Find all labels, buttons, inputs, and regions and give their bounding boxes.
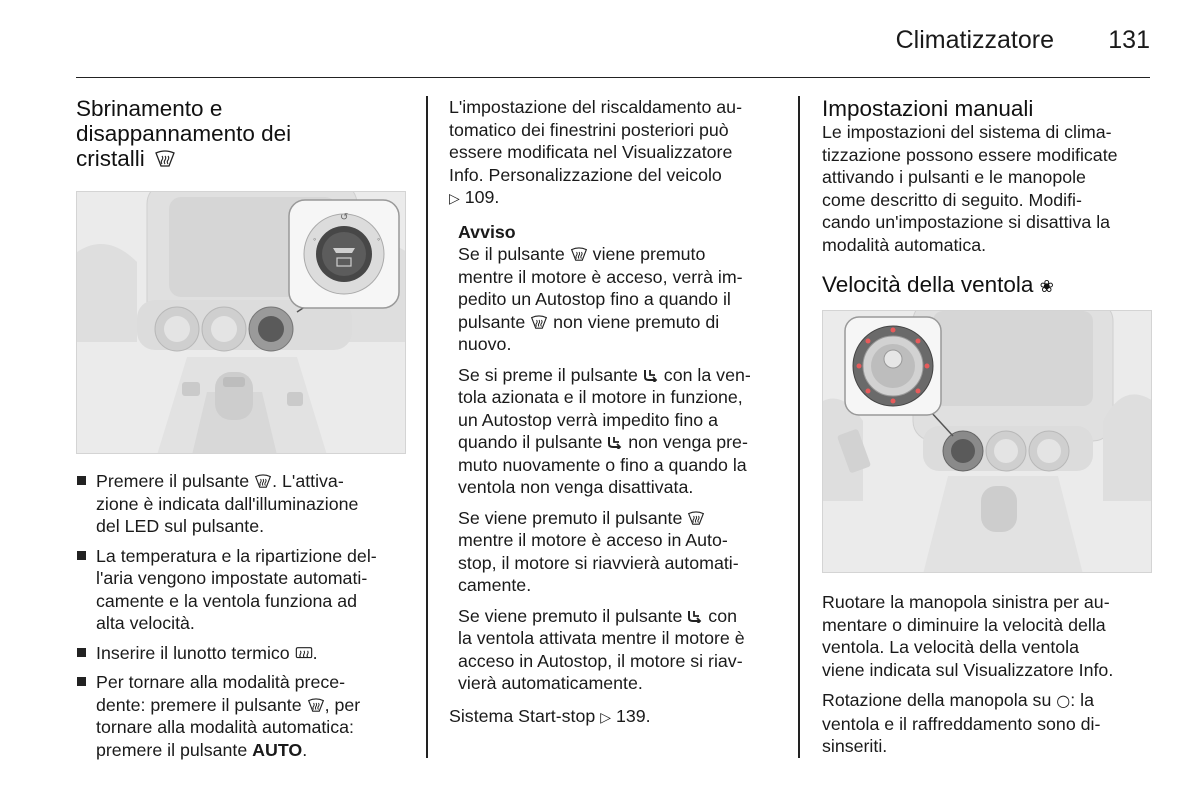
defrost-icon — [570, 247, 588, 262]
recirculation-icon — [687, 609, 703, 623]
defrost-icon — [254, 474, 272, 489]
list-item: Inserire il lunotto termico . — [76, 642, 406, 665]
auto-label: AUTO — [252, 739, 303, 760]
notice-paragraph: Se viene premuto il pulsante con la ventola attivata mentre il motore è acceso in Autostop, il motore si riav- vierà automaticamente. — [458, 605, 745, 693]
column-manual-settings — [822, 96, 1152, 758]
cross-reference: Sistema Start-stop ▷ 139. — [449, 705, 651, 726]
column-divider — [426, 96, 428, 758]
fan-off-paragraph: Rotazione della manopola su ○: la ventola e il raffreddamento sono di- sinseriti. — [822, 690, 1101, 756]
figure-climate-panel-defrost — [76, 191, 406, 454]
list-item: La temperatura e la ripartizione del- l'aria vengono impostate automati- camente e la ventola funziona ad alta velocità. — [76, 545, 406, 635]
intro-paragraph: L'impostazione del riscaldamento au- tomatico dei finestrini posteriori può essere modificata nel Visualizzatore Info. Personalizzazione del veicolo ▷ 109. — [449, 97, 742, 207]
notice-box — [458, 221, 781, 695]
notice-paragraph: Se viene premuto il pulsante mentre il motore è acceso in Auto- stop, il motore si riavvierà automati- camente. — [458, 507, 739, 595]
fan-speed-paragraph: Ruotare la manopola sinistra per au- mentare o diminuire la velocità della ventola. La velocità della ventola viene indicata sul Visualizzatore Info. — [822, 592, 1114, 680]
defrost-icon — [307, 698, 325, 713]
heading-fan-speed: Velocità della ventola ❀ — [822, 272, 1054, 297]
column-notes — [449, 96, 781, 729]
rear-window-heat-icon — [295, 646, 313, 661]
svg-text:◦: ◦ — [377, 234, 381, 244]
heading-manual-settings: Impostazioni manuali — [822, 96, 1034, 121]
heading-defrost: Sbrinamento e disappannamento dei cristalli — [76, 96, 292, 171]
defrost-icon — [687, 511, 705, 526]
page-number: 131 — [1108, 26, 1150, 54]
page-reference-icon: ▷ — [600, 709, 611, 726]
notice-title: Avviso — [458, 221, 516, 242]
page-header — [76, 22, 1150, 78]
off-circle-icon: ○ — [1056, 691, 1071, 710]
page-reference-icon: ▷ — [449, 191, 460, 207]
list-item: Per tornare alla modalità prece- dente: premere il pulsante , per tornare alla modalità automatica: premere il pulsante AUTO. — [76, 671, 406, 761]
manual-settings-paragraph: Le impostazioni del sistema di clima- tizzazione possono essere modificate attivando i pulsanti e le manopole come descritto di seguito. Modifi- cando un'impostazione si disattiva la modalità automatica. — [822, 122, 1118, 255]
column-divider — [798, 96, 800, 758]
recirculation-icon — [607, 435, 623, 449]
defrost-icon — [530, 315, 548, 330]
fan-icon: ❀ — [1039, 277, 1054, 297]
recirculation-icon — [643, 368, 659, 382]
svg-text:◦: ◦ — [313, 234, 317, 244]
defrost-icon — [154, 150, 176, 168]
column-defrost — [76, 96, 406, 768]
svg-text:↺: ↺ — [340, 212, 349, 223]
defrost-steps — [76, 470, 406, 761]
list-item: Premere il pulsante . L'attiva- zione è indicata dall'illuminazione del LED sul pulsante. — [76, 470, 406, 538]
notice-paragraph: Se il pulsante viene premuto mentre il motore è acceso, verrà im- pedito un Autostop fino a quando il pulsante non viene premuto di nuovo. — [458, 244, 743, 354]
notice-paragraph: Se si preme il pulsante con la ven- tola azionata e il motore in funzione, un Autostop verrà impedito fino a quando il pulsante non venga pre- muto nuovamente o fino a quando la ventola non venga disattivata. — [458, 364, 751, 497]
section-title: Climatizzatore — [895, 26, 1054, 54]
figure-climate-panel-fan — [822, 310, 1152, 573]
